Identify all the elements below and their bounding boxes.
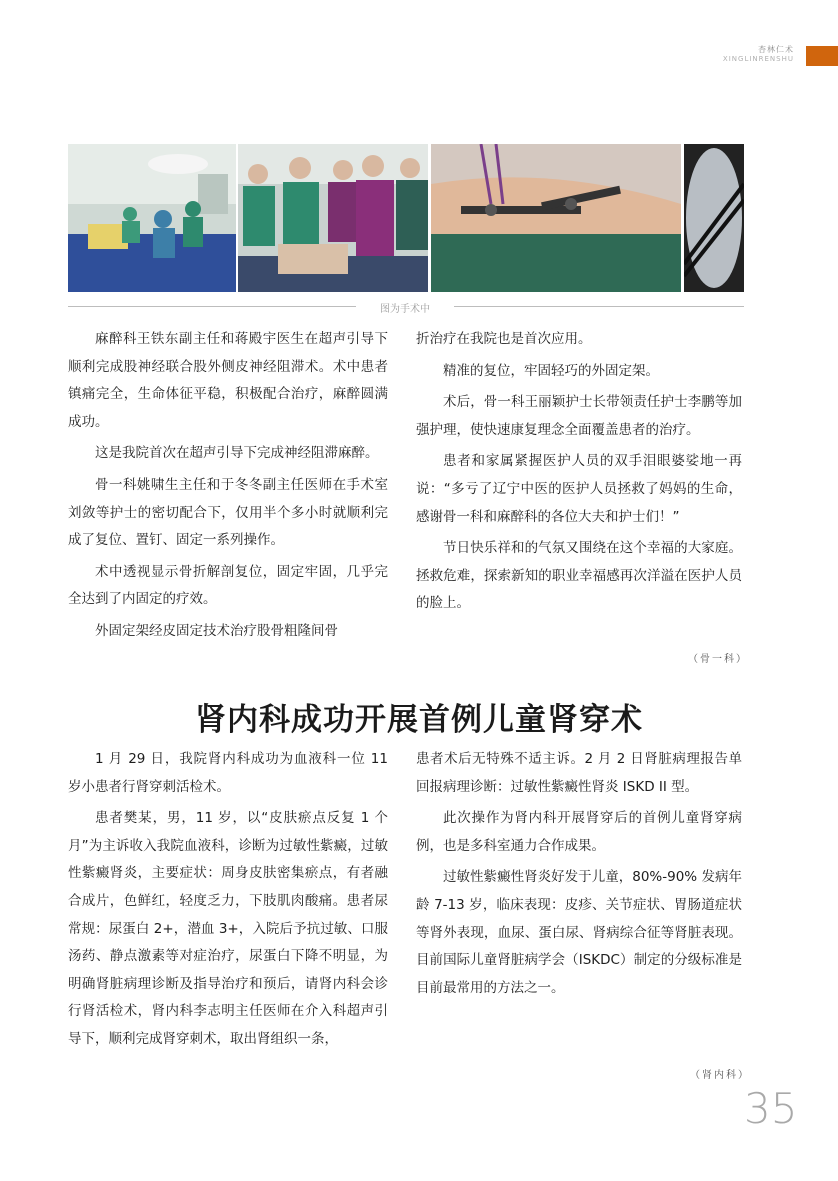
paragraph: 精准的复位，牢固轻巧的外固定架。: [443, 362, 659, 379]
paragraph-continuation: 患者术后无特殊不适主诉。2 月 2 日肾脏病理报告单回报病理诊断：过敏性紫癜性肾炎 ISKD II 型。: [416, 751, 742, 795]
article2-left-column: [68, 746, 388, 1058]
figure-caption: 图为手术中: [380, 304, 430, 315]
header-accent-block: [806, 46, 838, 66]
paragraph: 1 月 29 日，我院肾内科成功为血液科一位 11 岁小患者行肾穿刺活检术。: [68, 751, 388, 795]
article2-right-column: [416, 746, 742, 1006]
page-number: 35: [744, 1084, 798, 1133]
paragraph: 术中透视显示骨折解剖复位，固定牢固，几乎完全达到了内固定的疗效。: [68, 563, 388, 608]
paragraph: 外固定架经皮固定技术治疗股骨粗隆间骨: [95, 622, 338, 639]
paragraph: 麻醉科王铁东副主任和蒋殿宇医生在超声引导下顺利完成股神经联合股外侧皮神经阻滞术。术中患者镇痛完全，生命体征平稳，积极配合治疗，麻醉圆满成功。: [68, 331, 388, 430]
article2-signature: （肾内科）: [690, 1070, 750, 1081]
article2-title: 肾内科成功开展首例儿童肾穿术: [195, 702, 643, 738]
paragraph: 节日快乐祥和的气氛又围绕在这个幸福的大家庭。拯救危难，探索新知的职业幸福感再次洋溢在医护人员的脸上。: [416, 540, 742, 612]
xray-fluoroscopy-photo: [684, 144, 744, 292]
magazine-name-en: XINGLINRENSHU: [722, 55, 794, 63]
surgery-photo-strip: [68, 144, 744, 292]
paragraph-continuation: 折治疗在我院也是首次应用。: [416, 331, 592, 347]
caption-rule-right: [454, 306, 744, 307]
article1-right-column: [416, 326, 742, 622]
paragraph: 这是我院首次在超声引导下完成神经阻滞麻醉。: [95, 445, 379, 462]
external-fixator-photo: [431, 144, 681, 292]
surgical-team-photo: [238, 144, 428, 292]
paragraph: 骨一科姚啸生主任和于冬冬副主任医师在手术室刘敛等护士的密切配合下，仅用半个多小时就顺利完成了复位、置钉、固定一系列操作。: [68, 476, 388, 549]
caption-rule-left: [68, 306, 356, 307]
operating-room-photo: [68, 144, 236, 292]
paragraph: 患者樊某，男，11 岁，以“皮肤瘀点反复 1 个月”为主诉收入我院血液科，诊断为过敏性紫癜，过敏性紫癜肾炎，主要症状：周身皮肤密集瘀点，有者融合成片，色鲜红，轻度乏力，下肢肌肉酸痛。患者尿常规：尿蛋白 2+，潜血 3+，入院后予抗过敏、口服汤药、静点激素等对症治疗，尿蛋白下降不明显，为明确肾脏病理诊断及指导治疗和预后，请肾内科会诊行肾活检术，肾内科李志明主任医师在介入科超声引导下，顺利完成肾穿刺术，取出肾组织一条，: [68, 810, 388, 1047]
article1-signature: （骨一科）: [688, 654, 748, 665]
paragraph: 此次操作为肾内科开展肾穿后的首例儿童肾穿病例，也是多科室通力合作成果。: [416, 810, 742, 854]
running-header: [723, 44, 794, 63]
paragraph: 过敏性紫癜性肾炎好发于儿童，80%-90% 发病年龄 7-13 岁，临床表现：皮疹、关节症状、胃肠道症状等肾外表现，血尿、蛋白尿、肾病综合征等肾脏表现。目前国际儿童肾脏病学会（ISKDC）制定的分级标准是目前最常用的方法之一。: [416, 869, 742, 996]
magazine-name-cn: 杏林仁术: [758, 45, 794, 54]
article1-left-column: [68, 326, 388, 650]
paragraph: 患者和家属紧握医护人员的双手泪眼婆娑地一再说：“多亏了辽宁中医的医护人员拯救了妈妈的生命，感谢骨一科和麻醉科的各位大夫和护士们！”: [416, 453, 742, 525]
paragraph: 术后，骨一科王丽颖护士长带领责任护士李鹏等加强护理，使快速康复理念全面覆盖患者的治疗。: [416, 394, 742, 438]
